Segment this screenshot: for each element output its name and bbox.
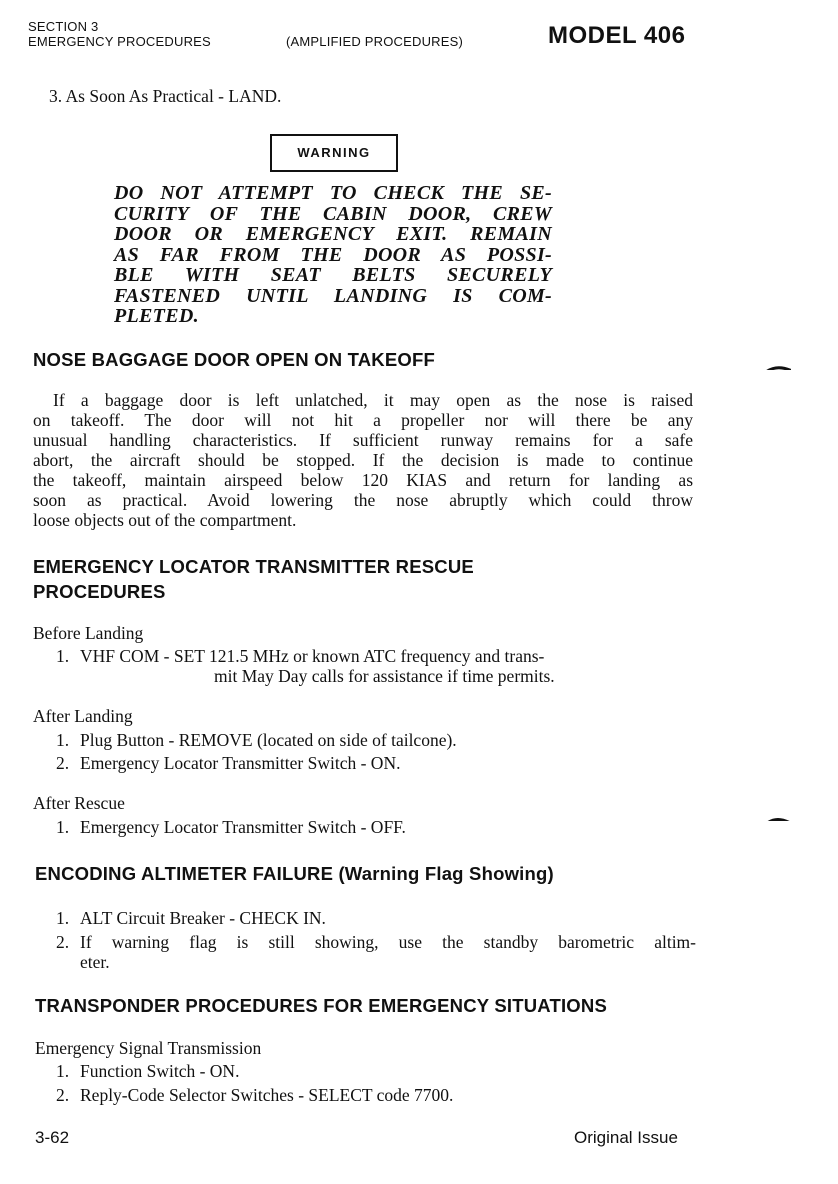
list-item-text: Reply-Code Selector Switches - SELECT code 7700. <box>80 1085 454 1105</box>
list-item-text: ALT Circuit Breaker - CHECK IN. <box>80 908 326 928</box>
paragraph-line: on takeoff. The door will not hit a propeller nor will there be any <box>33 410 693 430</box>
warning-line: PLETED. <box>114 305 199 327</box>
heading-altimeter: ENCODING ALTIMETER FAILURE (Warning Flag Showing) <box>35 863 554 884</box>
change-bar-mark <box>765 815 791 821</box>
list-item <box>56 932 696 972</box>
list-item <box>56 753 400 773</box>
list-item <box>56 646 696 686</box>
list-item-text: Emergency Locator Transmitter Switch - ON. <box>80 753 401 773</box>
heading-elt-line2: PROCEDURES <box>33 581 166 602</box>
list-item-text: Emergency Locator Transmitter Switch - OFF. <box>80 817 406 837</box>
list-item-num: 1. <box>56 1061 70 1081</box>
paragraph-line: If a baggage door is left unlatched, it may open as the nose is raised <box>53 390 693 410</box>
list-item-text: If warning flag is still showing, use the standby barometric altim- <box>80 932 696 952</box>
emergency-signal-label: Emergency Signal Transmission <box>35 1038 262 1058</box>
list-item-text: Plug Button - REMOVE (located on side of tailcone). <box>80 730 457 750</box>
heading-nose-baggage: NOSE BAGGAGE DOOR OPEN ON TAKEOFF <box>33 349 435 370</box>
warning-line: AS FAR FROM THE DOOR AS POSSI- <box>114 243 552 266</box>
list-item <box>56 1085 453 1105</box>
list-item-num: 2. <box>56 932 70 952</box>
paragraph-line: the takeoff, maintain airspeed below 120 KIAS and return for landing as <box>33 470 693 490</box>
warning-line: FASTENED UNTIL LANDING IS COM- <box>114 284 552 307</box>
list-item-num: 2. <box>56 1085 70 1105</box>
nose-baggage-paragraph <box>33 390 693 530</box>
intro-step-text: As Soon As Practical - LAND. <box>65 86 282 106</box>
list-item <box>56 817 406 837</box>
list-item-text: VHF COM - SET 121.5 MHz or known ATC frequency and trans- <box>80 646 545 666</box>
change-bar-mark <box>765 364 791 370</box>
list-item <box>56 1061 239 1081</box>
intro-step <box>49 86 281 106</box>
issue-label: Original Issue <box>574 1128 678 1147</box>
list-item-text-continued: mit May Day calls for assistance if time permits. <box>214 666 555 686</box>
list-item-text: Function Switch - ON. <box>80 1061 240 1081</box>
before-landing-label: Before Landing <box>33 623 144 643</box>
heading-elt-line1: EMERGENCY LOCATOR TRANSMITTER RESCUE <box>33 556 474 577</box>
warning-line: DOOR OR EMERGENCY EXIT. REMAIN <box>114 223 552 245</box>
warning-line: CURITY OF THE CABIN DOOR, CREW <box>114 202 552 225</box>
paragraph-line: unusual handling characteristics. If sufficient runway remains for a safe <box>33 430 693 450</box>
section-number: SECTION 3 <box>28 19 99 34</box>
list-item-text-continued: eter. <box>80 952 110 972</box>
list-item <box>56 908 326 928</box>
intro-step-num: 3. <box>49 86 63 106</box>
after-rescue-label: After Rescue <box>33 793 125 813</box>
model-title: MODEL 406 <box>548 22 686 49</box>
list-item <box>56 730 457 750</box>
list-item-num: 2. <box>56 753 70 773</box>
page-number: 3-62 <box>35 1128 70 1147</box>
warning-label: WARNING <box>270 134 398 172</box>
paragraph-line: loose objects out of the compartment. <box>33 510 297 530</box>
list-item-num: 1. <box>56 817 70 837</box>
warning-text <box>114 183 552 327</box>
list-item-num: 1. <box>56 646 70 666</box>
section-subtitle: (AMPLIFIED PROCEDURES) <box>286 34 464 49</box>
paragraph-line: soon as practical. Avoid lowering the nose abruptly which could throw <box>33 490 693 510</box>
list-item-num: 1. <box>56 908 70 928</box>
list-item-num: 1. <box>56 730 70 750</box>
warning-line: BLE WITH SEAT BELTS SECURELY <box>114 264 552 286</box>
after-landing-label: After Landing <box>33 706 133 726</box>
warning-line: DO NOT ATTEMPT TO CHECK THE SE- <box>114 182 552 204</box>
heading-transponder: TRANSPONDER PROCEDURES FOR EMERGENCY SITUATIONS <box>35 995 607 1016</box>
paragraph-line: abort, the aircraft should be stopped. If the decision is made to continue <box>33 450 693 470</box>
section-title: EMERGENCY PROCEDURES <box>28 34 211 49</box>
